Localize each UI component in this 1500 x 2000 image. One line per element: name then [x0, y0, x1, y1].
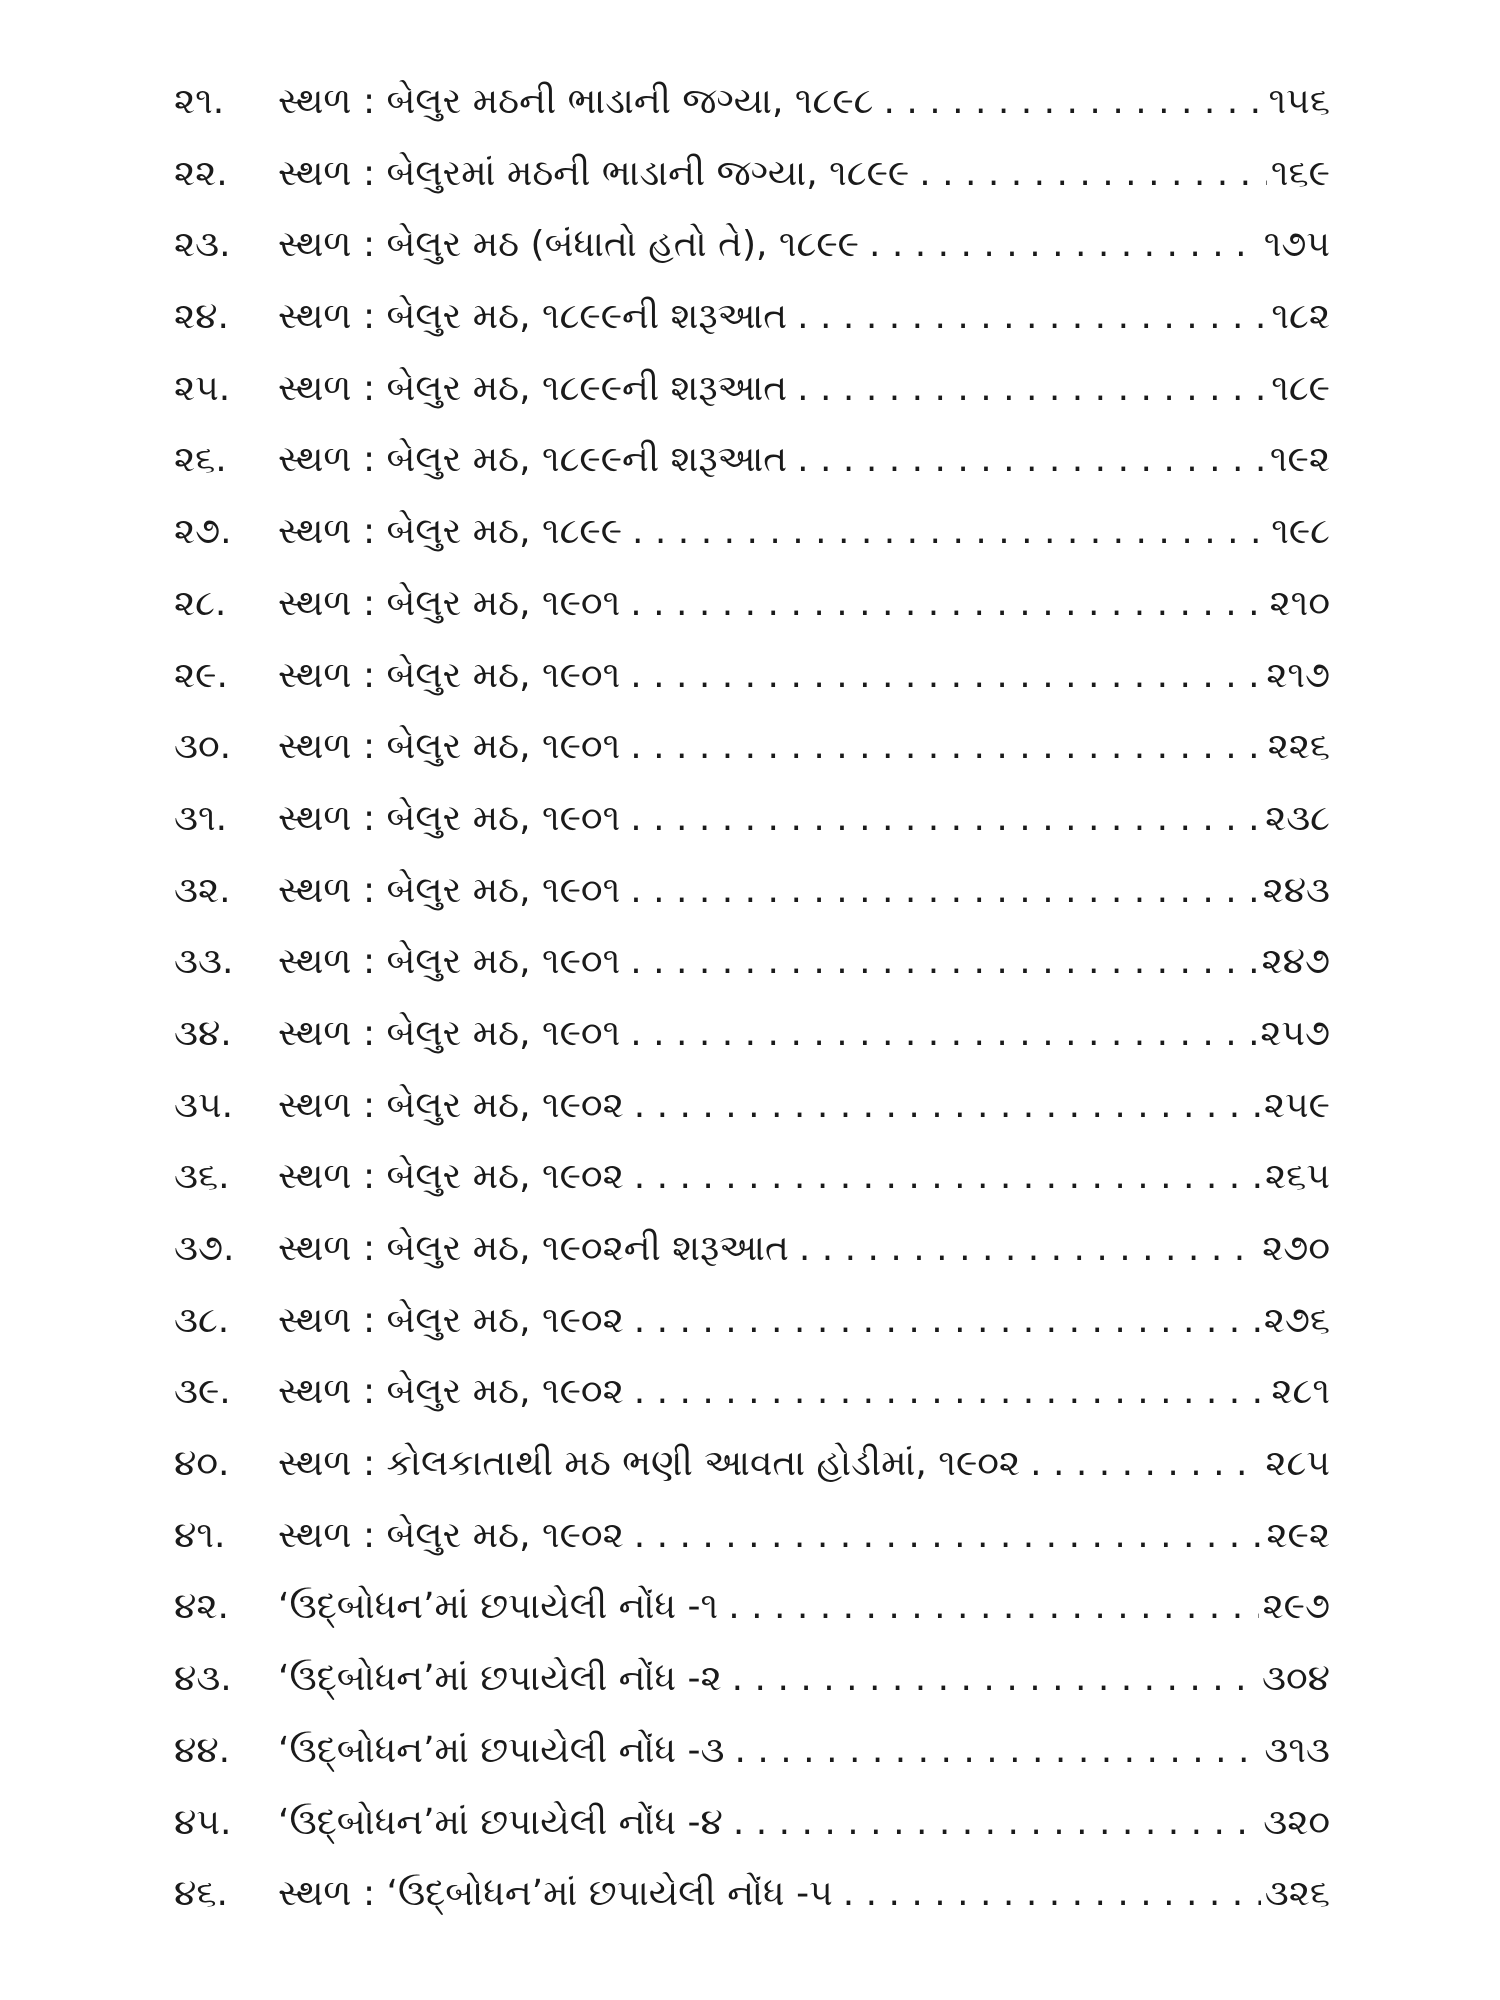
dot-leader: [799, 1213, 1258, 1285]
entry-page-number: ૧૯૮: [1271, 511, 1330, 553]
toc-entry[interactable]: [174, 209, 1330, 281]
entry-number: ૨૪.: [174, 296, 229, 338]
entry-title: સ્થળ : બેલુર મઠ, ૧૯૦૧: [278, 654, 621, 696]
dot-leader: [883, 66, 1264, 138]
entry-number: ૨૯.: [174, 654, 228, 696]
entry-number: ૨૨.: [174, 152, 228, 194]
entry-number: ૩૯.: [174, 1371, 231, 1413]
entry-number: ૨૫.: [174, 367, 231, 409]
toc-entry[interactable]: [174, 1213, 1330, 1285]
entry-title: સ્થળ : બેલુર મઠ, ૧૯૦૨ની શરૂઆત: [278, 1228, 789, 1269]
toc-entry[interactable]: [174, 1787, 1330, 1859]
entry-title: સ્થળ : કોલકાતાથી મઠ ભણી આવતા હોડીમાં, ૧૯૦૨: [278, 1443, 1021, 1485]
toc-entry[interactable]: [174, 496, 1330, 568]
entry-title: સ્થળ : બેલુર મઠ, ૧૮૯૯ની શરૂઆત: [278, 367, 788, 409]
toc-entry[interactable]: [174, 1643, 1330, 1715]
toc-entry[interactable]: [174, 1285, 1330, 1357]
entry-number: ૩૭.: [174, 1228, 235, 1269]
entry-page-number: ૩૨૬: [1264, 1873, 1330, 1915]
dot-leader: [1030, 1428, 1261, 1500]
toc-entry[interactable]: [174, 424, 1330, 496]
entry-page-number: ૨૩૮: [1265, 797, 1330, 839]
dot-leader: [869, 209, 1260, 281]
entry-number: ૩૧.: [174, 797, 228, 839]
entry-page-number: ૩૦૪: [1262, 1658, 1330, 1700]
entry-title: ‘ઉદ્‌બોધન’માં છપાયેલી નોંધ -૩: [278, 1729, 725, 1771]
entry-number: ૪૦.: [174, 1443, 230, 1485]
entry-number: ૩૬.: [174, 1156, 230, 1198]
entry-title: સ્થળ : બેલુર મઠની ભાડાની જગ્યા, ૧૮૯૮: [278, 81, 874, 122]
entry-title: ‘ઉદ્‌બોધન’માં છપાયેલી નોંધ -૧: [278, 1586, 719, 1628]
entry-title: સ્થળ : બેલુર મઠ, ૧૯૦૧: [278, 1012, 621, 1054]
toc-entry[interactable]: [174, 281, 1330, 353]
dot-leader: [634, 1285, 1260, 1357]
entry-number: ૩૨.: [174, 869, 231, 911]
dot-leader: [632, 496, 1267, 568]
entry-title: સ્થળ : ‘ઉદ્‌બોધન’માં છપાયેલી નોંધ -૫: [278, 1873, 833, 1915]
toc-entry[interactable]: [174, 783, 1330, 855]
entry-title: સ્થળ : બેલુર મઠ, ૧૯૦૨: [278, 1514, 624, 1556]
entry-title: સ્થળ : બેલુર મઠ (બંધાતો હતો તે), ૧૮૯૯: [278, 224, 859, 266]
entry-title: સ્થળ : બેલુર મઠ, ૧૯૦૧: [278, 869, 621, 911]
toc-entry[interactable]: [174, 1571, 1330, 1643]
dot-leader: [630, 926, 1257, 998]
dot-leader: [630, 711, 1263, 783]
entry-title: સ્થળ : બેલુરમાં મઠની ભાડાની જગ્યા, ૧૮૯૯: [278, 152, 910, 194]
entry-title: સ્થળ : બેલુર મઠ, ૧૯૦૧: [278, 797, 621, 839]
dot-leader: [797, 424, 1266, 496]
toc-entry[interactable]: [174, 1356, 1330, 1428]
toc-entry[interactable]: [174, 1428, 1330, 1500]
entry-page-number: ૧૭૫: [1263, 224, 1330, 266]
entry-title: સ્થળ : બેલુર મઠ, ૧૯૦૨: [278, 1371, 624, 1413]
dot-leader: [634, 1141, 1261, 1213]
entry-page-number: ૨૯૭: [1262, 1586, 1330, 1628]
dot-leader: [634, 1500, 1263, 1572]
entry-title: સ્થળ : બેલુર મઠ, ૧૯૦૨: [278, 1084, 624, 1126]
toc-entry[interactable]: [174, 926, 1330, 998]
entry-page-number: ૨૪૩: [1262, 869, 1330, 911]
entry-title: સ્થળ : બેલુર મઠ, ૧૯૦૧: [278, 582, 621, 624]
toc-entry[interactable]: [174, 138, 1330, 210]
entry-page-number: ૨૨૬: [1267, 726, 1330, 768]
entry-title: ‘ઉદ્‌બોધન’માં છપાયેલી નોંધ -૨: [278, 1658, 722, 1700]
entry-title: સ્થળ : બેલુર મઠ, ૧૯૦૧: [278, 941, 621, 983]
entry-number: ૩૪.: [174, 1012, 232, 1054]
entry-title: સ્થળ : બેલુર મઠ, ૧૯૦૧: [278, 726, 621, 768]
dot-leader: [733, 1787, 1259, 1859]
toc-entry[interactable]: [174, 640, 1330, 712]
entry-page-number: ૨૭૦: [1262, 1228, 1330, 1269]
entry-page-number: ૨૮૧: [1271, 1371, 1330, 1413]
toc-entry[interactable]: [174, 1858, 1330, 1930]
dot-leader: [797, 353, 1267, 425]
dot-leader: [630, 640, 1262, 712]
dot-leader: [919, 138, 1267, 210]
entry-page-number: ૨૫૯: [1263, 1084, 1330, 1126]
entry-page-number: ૨૧૭: [1266, 654, 1330, 696]
dot-leader: [728, 1571, 1258, 1643]
entry-page-number: ૨૫૭: [1260, 1012, 1330, 1054]
dot-leader: [630, 783, 1261, 855]
entry-page-number: ૧૮૯: [1271, 367, 1330, 409]
entry-number: ૩૩.: [174, 941, 234, 983]
entry-page-number: ૨૭૬: [1263, 1299, 1330, 1341]
dot-leader: [732, 1643, 1258, 1715]
entry-number: ૪૪.: [174, 1729, 231, 1771]
entry-number: ૪૧.: [174, 1514, 226, 1556]
toc-entry[interactable]: [174, 711, 1330, 783]
toc-entry[interactable]: [174, 1715, 1330, 1787]
entry-page-number: ૧૯૨: [1269, 439, 1330, 481]
dot-leader: [634, 1070, 1260, 1142]
toc-entry[interactable]: [174, 66, 1330, 138]
entry-number: ૪૬.: [174, 1873, 228, 1915]
entry-page-number: ૧૫૬: [1268, 81, 1330, 122]
toc-entry[interactable]: [174, 855, 1330, 927]
toc-entry[interactable]: [174, 1141, 1330, 1213]
table-of-contents: [174, 66, 1330, 1930]
dot-leader: [630, 568, 1265, 640]
entry-title: ‘ઉદ્‌બોધન’માં છપાયેલી નોંધ -૪: [278, 1801, 723, 1843]
entry-title: સ્થળ : બેલુર મઠ, ૧૯૦૨: [278, 1156, 624, 1198]
dot-leader: [735, 1715, 1261, 1787]
entry-title: સ્થળ : બેલુર મઠ, ૧૮૯૯: [278, 511, 623, 553]
toc-entry[interactable]: [174, 353, 1330, 425]
entry-number: ૪૩.: [174, 1658, 232, 1700]
toc-entry[interactable]: [174, 1500, 1330, 1572]
toc-entry[interactable]: [174, 998, 1330, 1070]
entry-number: ૨૬.: [174, 439, 227, 481]
entry-number: ૩૦.: [174, 726, 232, 768]
dot-leader: [843, 1858, 1261, 1930]
dot-leader: [634, 1356, 1268, 1428]
dot-leader: [797, 281, 1267, 353]
entry-number: ૨૮.: [174, 582, 227, 624]
entry-page-number: ૨૮૫: [1265, 1443, 1330, 1485]
dot-leader: [630, 855, 1258, 927]
toc-entry[interactable]: [174, 1070, 1330, 1142]
entry-page-number: ૧૮૨: [1271, 296, 1330, 338]
entry-number: ૩૮.: [174, 1299, 230, 1341]
entry-number: ૪૨.: [174, 1586, 229, 1628]
entry-page-number: ૧૬૯: [1270, 152, 1330, 194]
entry-number: ૨૧.: [174, 81, 225, 122]
entry-page-number: ૨૬૫: [1265, 1156, 1330, 1198]
entry-title: સ્થળ : બેલુર મઠ, ૧૮૯૯ની શરૂઆત: [278, 296, 788, 338]
toc-entry[interactable]: [174, 568, 1330, 640]
entry-title: સ્થળ : બેલુર મઠ, ૧૯૦૨: [278, 1299, 624, 1341]
dot-leader: [630, 998, 1256, 1070]
entry-number: ૨૭.: [174, 511, 232, 553]
entry-page-number: ૩૧૩: [1264, 1729, 1330, 1771]
entry-page-number: ૨૧૦: [1269, 582, 1330, 624]
entry-number: ૩૫.: [174, 1084, 234, 1126]
entry-number: ૪૫.: [174, 1801, 232, 1843]
entry-number: ૨૩.: [174, 224, 231, 266]
entry-page-number: ૩૨૦: [1263, 1801, 1330, 1843]
entry-page-number: ૨૪૭: [1261, 941, 1330, 983]
entry-page-number: ૨૯૨: [1266, 1514, 1330, 1556]
entry-title: સ્થળ : બેલુર મઠ, ૧૮૯૯ની શરૂઆત: [278, 439, 788, 481]
